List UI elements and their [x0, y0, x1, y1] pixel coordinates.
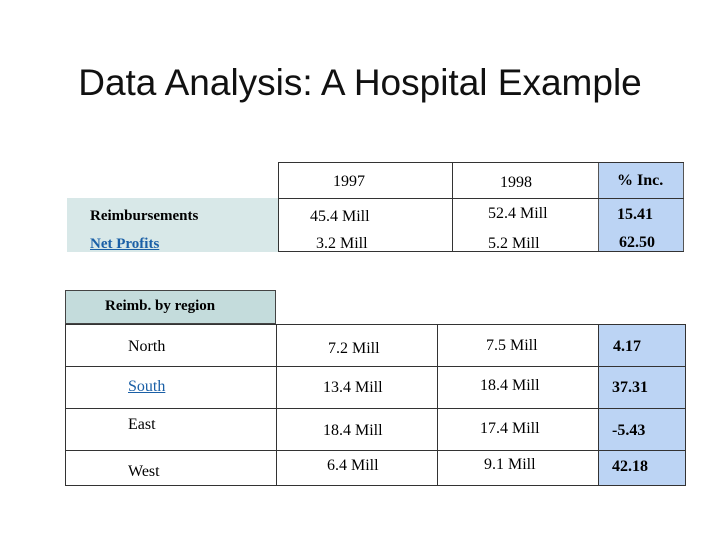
- row-net-profits-1997: 3.2 Mill: [316, 235, 368, 252]
- region-south-label[interactable]: South: [128, 378, 166, 395]
- region-east-label: East: [128, 416, 156, 433]
- region-west-label: West: [128, 463, 160, 480]
- region-row-divider-1: [65, 366, 686, 367]
- region-west-1997: 6.4 Mill: [327, 457, 379, 474]
- top-table-top-border: [278, 162, 684, 163]
- region-header-label: Reimb. by region: [105, 298, 216, 314]
- top-table-col-divider-1: [452, 162, 453, 252]
- region-south-1997: 13.4 Mill: [323, 379, 383, 396]
- region-north-1998: 7.5 Mill: [486, 337, 538, 354]
- row-net-profits-inc: 62.50: [619, 234, 655, 251]
- region-row-divider-2: [65, 408, 686, 409]
- header-1997: 1997: [333, 173, 365, 190]
- row-net-profits-1998: 5.2 Mill: [488, 235, 540, 252]
- top-table-left-border: [278, 162, 279, 252]
- region-west-inc: 42.18: [612, 458, 648, 475]
- region-south-inc: 37.31: [612, 379, 648, 396]
- header-pct-inc: % Inc.: [617, 172, 664, 189]
- row-reimbursements-1998: 52.4 Mill: [488, 205, 548, 222]
- region-east-inc: -5.43: [612, 422, 646, 439]
- region-north-label: North: [128, 338, 166, 355]
- header-1998: 1998: [500, 174, 532, 191]
- row-reimbursements-inc: 15.41: [617, 206, 653, 223]
- row-net-profits-label[interactable]: Net Profits: [90, 236, 160, 252]
- top-table-divider: [278, 198, 684, 199]
- region-east-1997: 18.4 Mill: [323, 422, 383, 439]
- region-west-1998: 9.1 Mill: [484, 456, 536, 473]
- region-row-divider-3: [65, 450, 686, 451]
- region-south-1998: 18.4 Mill: [480, 377, 540, 394]
- region-north-inc: 4.17: [613, 338, 641, 355]
- region-col-divider-1: [276, 324, 277, 486]
- region-north-1997: 7.2 Mill: [328, 340, 380, 357]
- region-east-1998: 17.4 Mill: [480, 420, 540, 437]
- row-reimbursements-label: Reimbursements: [90, 208, 199, 224]
- region-col-divider-2: [437, 324, 438, 486]
- slide-title: Data Analysis: A Hospital Example: [78, 62, 642, 103]
- row-reimbursements-1997: 45.4 Mill: [310, 208, 370, 225]
